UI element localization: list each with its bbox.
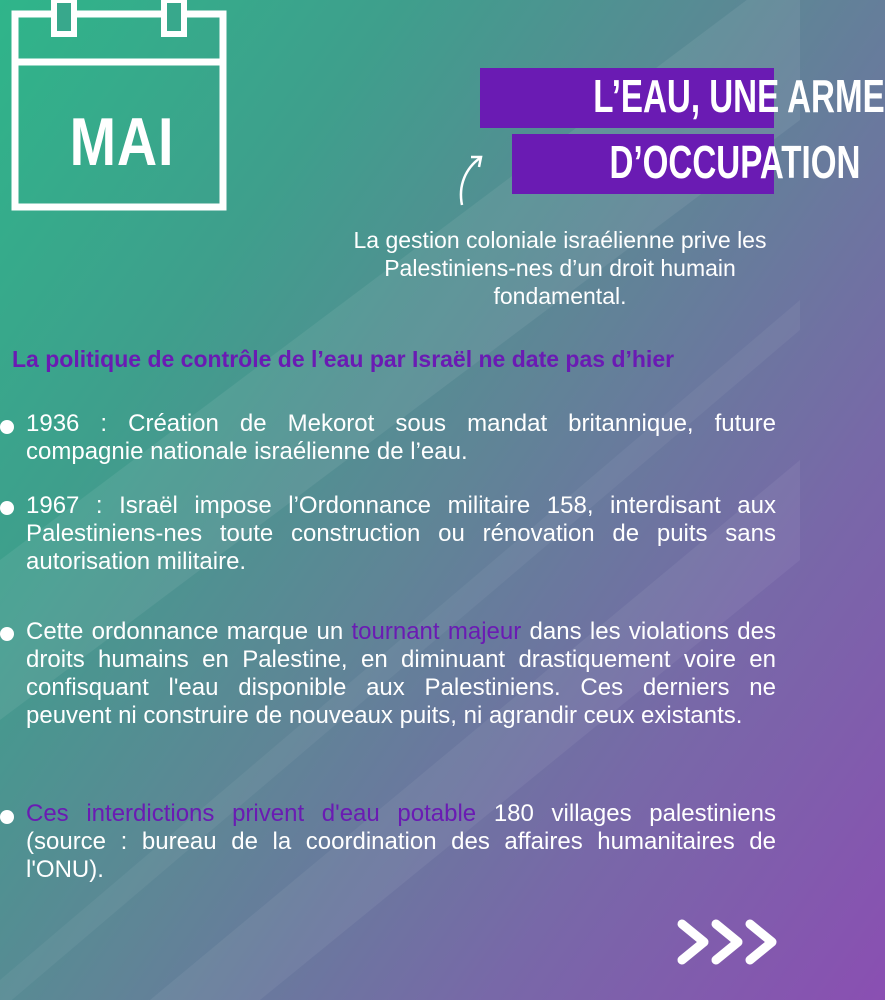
triple-chevron-icon[interactable] <box>670 912 785 972</box>
calendar-icon <box>10 0 228 212</box>
title-line-1: L’EAU, UNE ARME <box>480 68 774 128</box>
section-heading: La politique de contrôle de l’eau par Israël ne date pas d’hier <box>12 346 675 372</box>
highlight-tournant-majeur: tournant majeur <box>351 618 522 645</box>
calendar-month: MAI <box>69 104 175 180</box>
subtitle: La gestion coloniale israélienne prive les Palestiniens-nes d’un droit humain fondamental. <box>353 227 767 309</box>
bullet-1936: 1936 : Création de Mekorot sous mandat britannique, future compagnie nationale israélienne de l’eau. <box>26 410 776 465</box>
title-line-2: D’OCCUPATION <box>512 134 774 194</box>
bullet-ordonnance: Cette ordonnance marque un tournant majeur dans les violations des droits humains en Palestine, en diminuant drastiquement voire en confisquant l'eau disponible aux Palestiniens. Ces derniers ne peuvent ni construire de nouveaux puits, ni agrandir ceux existants. <box>26 618 776 729</box>
bullet-interdictions: Ces interdictions privent d'eau potable 180 villages palestiniens (source : bureau de la coordination des affaires humanitaires de l'ONU). <box>26 800 776 883</box>
bullet-dot <box>0 627 14 641</box>
bullet-dot <box>0 501 14 515</box>
highlight-interdictions: Ces interdictions privent d'eau potable <box>26 800 477 827</box>
bullet-dot <box>0 420 14 434</box>
bullet-dot <box>0 810 14 824</box>
curved-arrow-icon <box>452 150 492 210</box>
bullet-1967: 1967 : Israël impose l’Ordonnance militaire 158, interdisant aux Palestiniens-nes toute construction ou rénovation de puits sans autorisation militaire. <box>26 492 776 575</box>
